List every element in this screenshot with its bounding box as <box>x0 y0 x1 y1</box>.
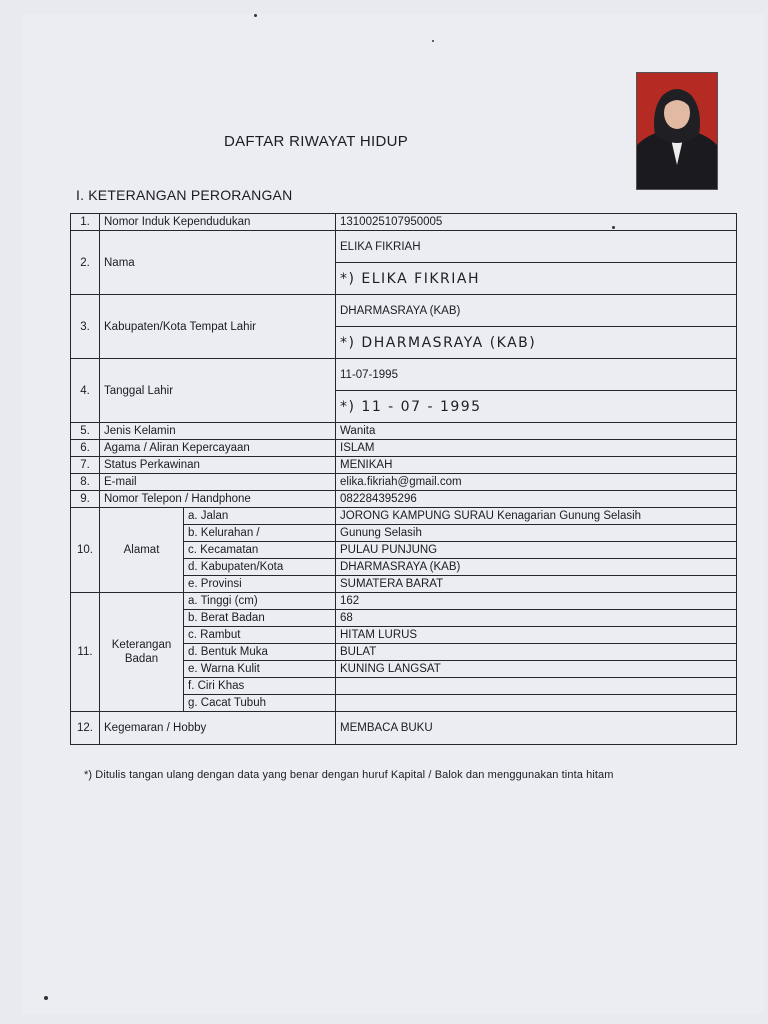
scan-speck <box>44 996 48 1000</box>
field-label: Tanggal Lahir <box>100 359 336 423</box>
sub-label: d. Bentuk Muka <box>184 644 336 661</box>
sub-label: e. Warna Kulit <box>184 661 336 678</box>
field-label: E-mail <box>100 474 336 491</box>
field-label: Nomor Induk Kependudukan <box>100 214 336 231</box>
table-row <box>71 712 737 745</box>
row-number: 11. <box>71 593 100 712</box>
tempat-lahir-value: DHARMASRAYA (KAB) <box>336 295 737 327</box>
field-label: Nama <box>100 231 336 295</box>
table-row <box>71 231 737 263</box>
sub-label: a. Jalan <box>184 508 336 525</box>
section-heading: I. KETERANGAN PERORANGAN <box>76 187 293 203</box>
sub-value: BULAT <box>336 644 737 661</box>
field-label: Kegemaran / Hobby <box>100 712 336 745</box>
row-number: 4. <box>71 359 100 423</box>
sub-label: f. Ciri Khas <box>184 678 336 695</box>
tanggal-lahir-handwritten: *) 11 - 07 - 1995 <box>336 391 737 423</box>
tempat-lahir-handwritten: *) DHARMASRAYA (KAB) <box>336 327 737 359</box>
field-label: Jenis Kelamin <box>100 423 336 440</box>
jenis-kelamin-value: Wanita <box>336 423 737 440</box>
table-row <box>71 491 737 508</box>
nama-value: ELIKA FIKRIAH <box>336 231 737 263</box>
profile-photo <box>636 72 718 190</box>
sub-value: 162 <box>336 593 737 610</box>
table-row <box>71 593 737 610</box>
personal-info-table <box>70 213 737 745</box>
table-row <box>71 423 737 440</box>
sub-value: 68 <box>336 610 737 627</box>
table-row <box>71 440 737 457</box>
nik-value: 1310025107950005 <box>336 214 737 231</box>
field-label-line: Keterangan <box>111 639 172 651</box>
sub-value: KUNING LANGSAT <box>336 661 737 678</box>
table-row <box>71 508 737 525</box>
sub-value <box>336 678 737 695</box>
tanggal-lahir-value: 11-07-1995 <box>336 359 737 391</box>
table-row <box>71 295 737 327</box>
email-value: elika.fikriah@gmail.com <box>336 474 737 491</box>
sub-value: DHARMASRAYA (KAB) <box>336 559 737 576</box>
status-value: MENIKAH <box>336 457 737 474</box>
sub-label: e. Provinsi <box>184 576 336 593</box>
field-label-line: Badan <box>124 653 159 665</box>
table-row <box>71 359 737 391</box>
row-number: 8. <box>71 474 100 491</box>
sub-value <box>336 695 737 712</box>
sub-label: d. Kabupaten/Kota <box>184 559 336 576</box>
scan-speck <box>254 14 257 17</box>
table-row <box>71 474 737 491</box>
field-label: Nomor Telepon / Handphone <box>100 491 336 508</box>
field-label: Alamat <box>100 508 184 593</box>
sub-value: Gunung Selasih <box>336 525 737 542</box>
row-number: 6. <box>71 440 100 457</box>
hobby-value: MEMBACA BUKU <box>336 712 737 745</box>
row-number: 7. <box>71 457 100 474</box>
row-number: 12. <box>71 712 100 745</box>
row-number: 3. <box>71 295 100 359</box>
row-number: 10. <box>71 508 100 593</box>
sub-value: PULAU PUNJUNG <box>336 542 737 559</box>
field-label: Status Perkawinan <box>100 457 336 474</box>
row-number: 5. <box>71 423 100 440</box>
field-label: Agama / Aliran Kepercayaan <box>100 440 336 457</box>
sub-label: a. Tinggi (cm) <box>184 593 336 610</box>
sub-value: HITAM LURUS <box>336 627 737 644</box>
telepon-value: 082284395296 <box>336 491 737 508</box>
table-row <box>71 457 737 474</box>
field-label <box>100 593 184 712</box>
sub-label: g. Cacat Tubuh <box>184 695 336 712</box>
scan-speck <box>432 40 434 42</box>
footnote: *) Ditulis tangan ulang dengan data yang benar dengan huruf Kapital / Balok dan menggunakan tinta hitam <box>84 769 614 781</box>
scan-speck <box>612 226 615 229</box>
agama-value: ISLAM <box>336 440 737 457</box>
document-title: DAFTAR RIWAYAT HIDUP <box>224 133 409 150</box>
sub-label: c. Kecamatan <box>184 542 336 559</box>
sub-label: b. Berat Badan <box>184 610 336 627</box>
sub-label: b. Kelurahan / <box>184 525 336 542</box>
row-number: 2. <box>71 231 100 295</box>
row-number: 9. <box>71 491 100 508</box>
field-label: Kabupaten/Kota Tempat Lahir <box>100 295 336 359</box>
sub-value: JORONG KAMPUNG SURAU Kenagarian Gunung Selasih <box>336 508 737 525</box>
sub-value: SUMATERA BARAT <box>336 576 737 593</box>
table-row <box>71 214 737 231</box>
row-number: 1. <box>71 214 100 231</box>
nama-handwritten: *) ELIKA FIKRIAH <box>336 263 737 295</box>
sub-label: c. Rambut <box>184 627 336 644</box>
